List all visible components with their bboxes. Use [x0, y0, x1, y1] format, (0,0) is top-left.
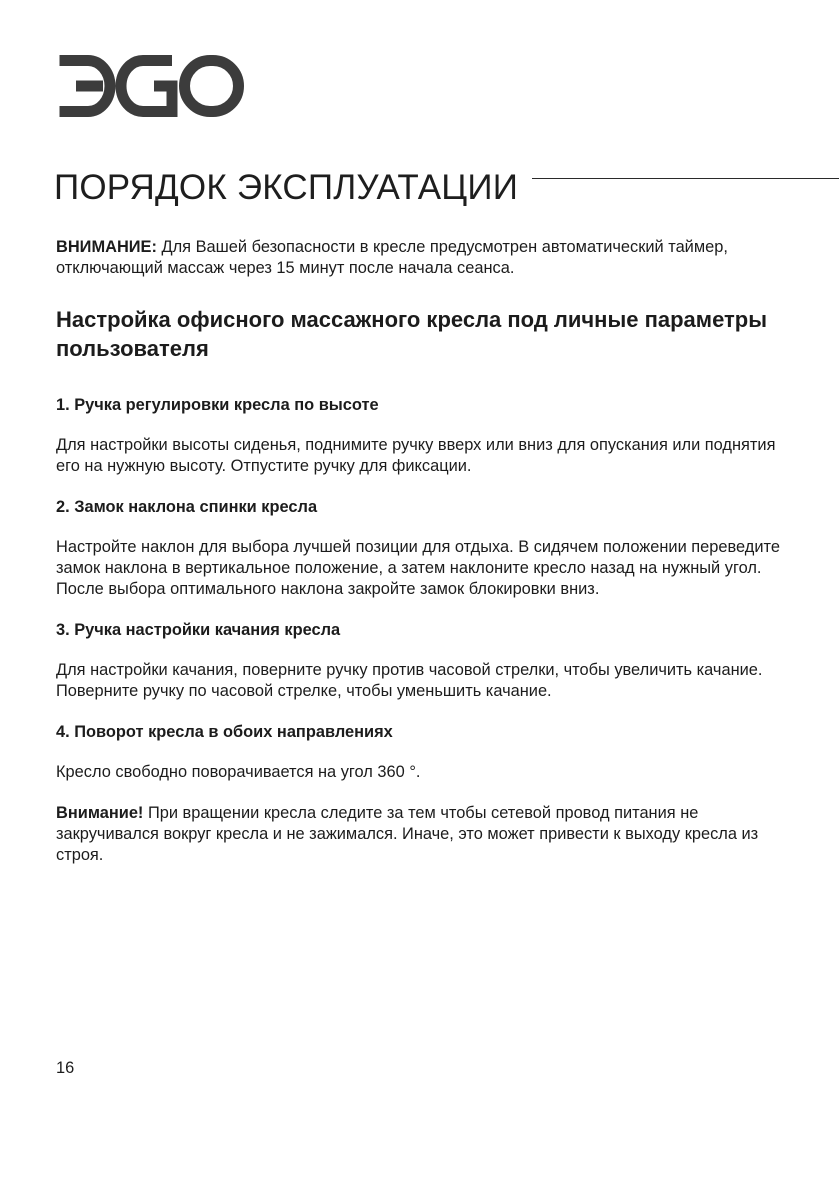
timer-warning [56, 237, 796, 279]
page-title: ПОРЯДОК ЭКСПЛУАТАЦИИ [54, 168, 519, 208]
cable-warning-label: Внимание! [56, 804, 144, 822]
timer-warning-label: ВНИМАНИЕ: [56, 238, 157, 256]
ego-logo [54, 55, 244, 117]
cable-warning-text: При вращении кресла следите за тем чтобы сетевой провод питания не закручивался вокруг кресла и не зажимался. Иначе, это может привести к выходу кресла из строя. [56, 804, 759, 864]
page-number: 16 [56, 1059, 75, 1077]
section-body-height: Для настройки высоты сиденья, поднимите ручку вверх или вниз для опускания или поднятия его на нужную высоту. Отпустите ручку для фиксации. [56, 436, 776, 475]
section-subtitle: Настройка офисного массажного кресла под личные параметры пользователя [56, 307, 768, 361]
section-body-swivel: Кресло свободно поворачивается на угол 360 °. [56, 763, 421, 781]
section-body-tilt-lock: Настройте наклон для выбора лучшей позиции для отдыха. В сидячем положении переведите замок наклона в вертикальное положение, а затем наклоните кресло назад на нужный угол. После выбора оптимального наклона закройте замок блокировки вниз. [56, 538, 780, 598]
main-content [56, 237, 796, 866]
title-row [54, 142, 839, 208]
section-title-tilt-lock: 2. Замок наклона спинки кресла [56, 498, 318, 516]
title-divider [532, 178, 839, 179]
cable-warning [56, 803, 796, 866]
section-title-rocking: 3. Ручка настройки качания кресла [56, 621, 341, 639]
section-body-rocking: Для настройки качания, поверните ручку против часовой стрелки, чтобы увеличить качание. Поверните ручку по часовой стрелке, чтобы уменьшить качание. [56, 661, 763, 700]
timer-warning-text: Для Вашей безопасности в кресле предусмотрен автоматический таймер, отключающий массаж через 15 минут после начала сеанса. [56, 238, 728, 277]
section-title-swivel: 4. Поворот кресла в обоих направлениях [56, 723, 393, 741]
ego-logo-mark [54, 55, 244, 117]
section-title-height: 1. Ручка регулировки кресла по высоте [56, 396, 379, 414]
